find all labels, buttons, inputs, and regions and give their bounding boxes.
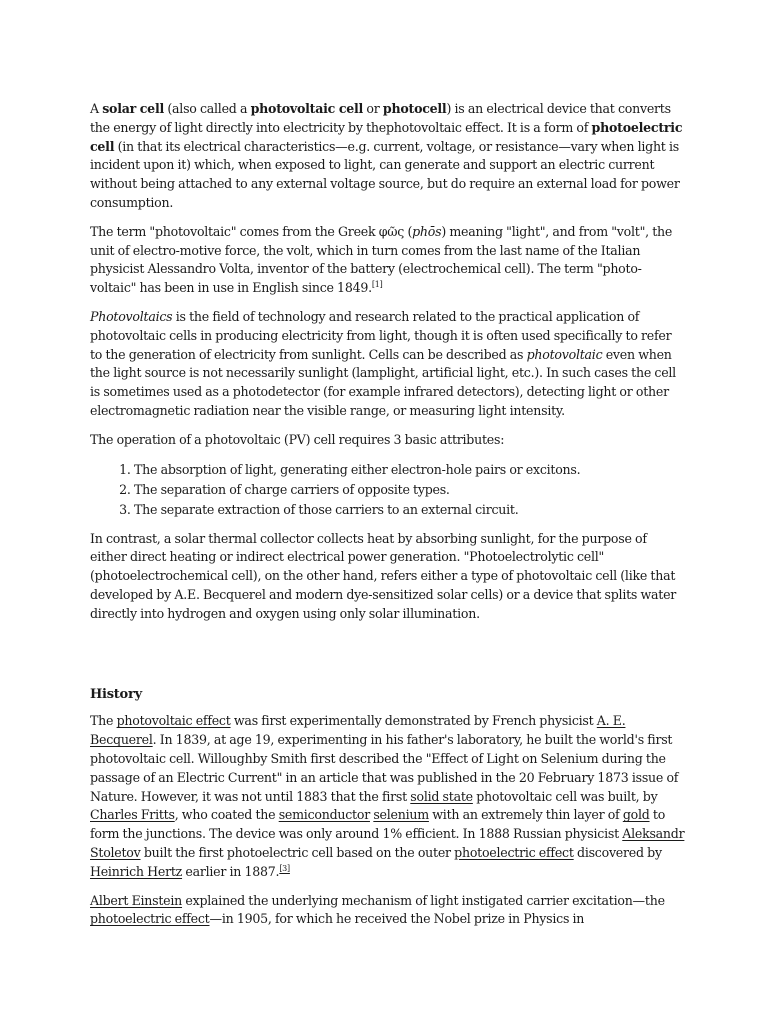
text: , who coated the <box>174 807 279 823</box>
contrast-paragraph: In contrast, a solar thermal collector collects heat by absorbing sunlight, for the purpose of either direct heating or indirect electrical power generation. "Photoelectrolytic cell" (photoelectrochemical cell), on the other hand, refers either a type of photovoltaic cell (like that developed by A.E. Becquerel and modern dye-sensitized solar cells) or a device that splits water directly into hydrogen and oxygen using only solar illumination. <box>90 530 677 621</box>
term-photovoltaic-cell: photovoltaic cell <box>250 101 364 116</box>
spacer <box>90 634 685 686</box>
document-page <box>90 100 685 939</box>
text: discovered by <box>573 844 662 860</box>
text: earlier in 1887. <box>182 863 280 879</box>
text: to form the junctions. The device was only around 1% efficient. In 1888 Russian physicist <box>90 807 666 842</box>
text: ) is an electrical device that converts the energy of light directly into electricity by the <box>90 101 671 135</box>
attributes-list <box>90 460 685 520</box>
link-photoelectric-effect[interactable]: photoelectric effect <box>454 844 574 860</box>
text: . In 1839, at age 19, experimenting in his father's laboratory, he built the world's first photovoltaic cell. Willoughby Smith first described the "Effect of Light on Selenium during the passage of an Electric Current" in an article that was published in the 20 February 1873 issue of Nature. However, it was not until 1883 that the first <box>90 732 679 804</box>
link-selenium[interactable]: selenium <box>373 807 429 823</box>
text: The term "photovoltaic" comes from the Greek φῶς ( <box>90 223 413 239</box>
link-photoelectric-effect[interactable]: photoelectric effect <box>90 911 210 927</box>
link-gold[interactable]: gold <box>622 807 650 823</box>
history-paragraph <box>90 712 685 881</box>
list-item: 3. The separate extraction of those carriers to an external circuit. <box>134 500 685 520</box>
link-photovoltaic-effect[interactable]: photovoltaic effect <box>116 713 231 729</box>
list-item: 1. The absorption of light, generating either electron-hole pairs or excitons. <box>134 460 685 480</box>
text: photovoltaic cell was built, by <box>472 788 658 804</box>
text: is the field of technology and research related to the practical application of photovoltaic cells in producing electricity from light, though it is often used specifically to refer to the generation of electricity from sunlight. Cells can be described as <box>90 308 672 362</box>
etymology-paragraph <box>90 223 685 298</box>
photovoltaics-paragraph <box>90 308 685 421</box>
citation-3[interactable]: [3] <box>279 863 290 873</box>
text: A <box>90 101 103 116</box>
term-solar-cell: solar cell <box>102 101 165 116</box>
intro-paragraph <box>90 100 685 213</box>
einstein-paragraph <box>90 892 685 930</box>
link-semiconductor[interactable]: semiconductor <box>278 807 370 823</box>
term-photovoltaics: Photovoltaics <box>90 308 173 324</box>
link-becquerel[interactable]: A. E. Becquerel <box>90 713 626 748</box>
term-photocell: photocell <box>382 101 447 116</box>
list-item: 2. The separation of charge carriers of opposite types. <box>134 480 685 500</box>
text: or <box>363 101 383 116</box>
term-photovoltaic: photovoltaic <box>526 346 603 362</box>
text: built the first photoelectric cell based on the outer <box>140 844 455 860</box>
link-heinrich-hertz[interactable]: Heinrich Hertz <box>90 863 183 879</box>
text: The <box>90 713 117 729</box>
link-solid-state[interactable]: solid state <box>410 788 473 804</box>
link-albert-einstein[interactable]: Albert Einstein <box>90 892 183 908</box>
link-charles-fritts[interactable]: Charles Fritts <box>90 807 175 823</box>
history-heading: History <box>90 686 142 702</box>
term-photoelectric-cell: photoelectric cell <box>90 119 683 154</box>
citation-1[interactable]: [1] <box>371 279 383 289</box>
link-aleksandr-stoletov[interactable]: Aleksandr Stoletov <box>90 826 685 860</box>
text: —in 1905, for which he received the Nobel prize in Physics in <box>209 911 585 927</box>
text: ) meaning "light", and from "volt", the unit of electro-motive force, the volt, which in turn comes from the last name of the Italian physicist Alessandro Volta, inventor of the battery (electrochemical cell). The term "photo-voltaic" has been in use in English since 1849. <box>90 223 673 296</box>
text: even when the light source is not necessarily sunlight (lamplight, artificial light, etc.). In such cases the cell is sometimes used as a photodetector (for example infrared detectors), detecting light or other electromagnetic radiation near the visible range, or measuring light intensity. <box>90 346 676 418</box>
operation-paragraph: The operation of a photovoltaic (PV) cell requires 3 basic attributes: <box>90 431 505 447</box>
text: photovoltaic effect. It is a form of <box>385 119 592 135</box>
text: (also called a <box>164 101 251 116</box>
text: (in that its electrical characteristics—e.g. current, voltage, or resistance—vary when light is incident upon it) which, when exposed to light, can generate and support an electric current without being attached to any external voltage source, but do require an external load for power consumption. <box>90 138 680 210</box>
text: was first experimentally demonstrated by French physicist <box>230 713 597 729</box>
text: explained the underlying mechanism of light instigated carrier excitation—the <box>182 892 665 908</box>
text: with an extremely thin layer of <box>428 807 623 823</box>
greek-term: phōs <box>412 223 442 239</box>
